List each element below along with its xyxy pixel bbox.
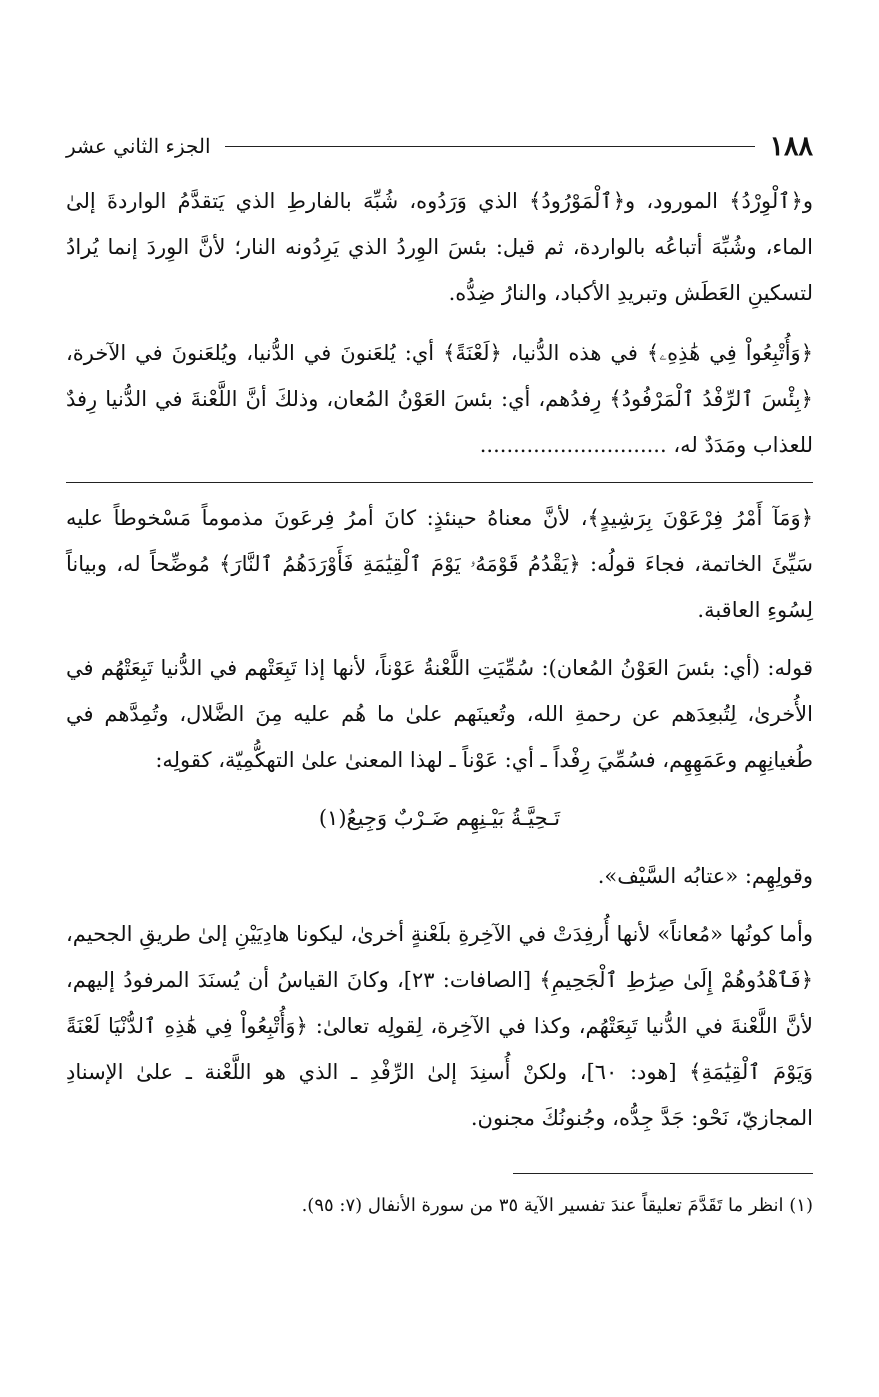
poetry-verse: تَـحِيَّـةُ بَيْـنِهِم ضَـرْبٌ وَجِيعُ(١): [318, 806, 561, 830]
main-paragraph: و﴿ٱلْوِرْدُ﴾ المورود، و﴿ٱلْمَوْرُودُ﴾ الذي وَرَدُوه، شُبِّهَ بالفارطِ الذي يَتقدَّمُ الواردةَ إلىٰ الماء، وشُبِّهَ أتباعُه بالواردة، ثم قيل: بئسَ الوِردُ الذي يَرِدُونه النار؛ لأنَّ الوِردَ إنما يُرادُ لتسكينِ العَطَش وتبريدِ الأكباد، والنارُ ضِدُّه.: [66, 189, 813, 305]
commentary-paragraph: وأما كونُها «مُعاناً» لأنها أُرفِدَتْ في الآخِرةِ بلَعْنةٍ أخرىٰ، ليكونا هادِيَيْنِ إلىٰ طريقِ الجحيم، ﴿فَٱهْدُوهُمْ إِلَىٰ صِرَٰطِ ٱلْجَحِيمِ﴾ [الصافات: ٢٣]، وكانَ القياسُ أن يُسنَدَ المرفودُ إليهم، لأنَّ اللَّعْنةَ في الدُّنيا تَبِعَتْهُم، وكذا في الآخِرة، لِقولِه تعالىٰ: ﴿وَأُتْبِعُواْ فِي هَٰذِهِ ٱلدُّنْيَا لَعْنَةً وَيَوْمَ ٱلْقِيَٰمَةِ﴾ [هود: ٦٠]، ولكنْ أُسنِدَ إلىٰ الرِّفْدِ ـ الذي هو اللَّعْنة ـ علىٰ الإسنادِ المجازيّ، نَحْو: جَدَّ جِدُّه، وجُنونُكَ مجنون.: [66, 922, 813, 1130]
page-header: [66, 122, 813, 170]
commentary-paragraph: قوله: (أي: بئسَ العَوْنُ المُعان): سُمِّيَتِ اللَّعْنةُ عَوْناً، لأنها إذا تَبِعَتْهم في الدُّنيا تَبِعَتْهُم في الأُخرىٰ، لِتُبعِدَهم عن رحمةِ الله، وتُعينَهم علىٰ ما هُم عليه مِنَ الضَّلال، وتُمِدَّهم في طُغيانِهِم وعَمَهِهِم، فسُمِّيَ رِفْداً ـ أي: عَوْناً ـ لهذا المعنىٰ علىٰ التهكُّمِيّة، كقولِه:: [66, 656, 813, 772]
footnote: (١) انظر ما تَقَدَّمَ تعليقاً عندَ تفسير الآية ٣٥ من سورة الأنفال (٧: ٩٥).: [301, 1195, 813, 1216]
book-page: [66, 122, 813, 1222]
commentary: [66, 495, 813, 1141]
header-rule: [225, 146, 756, 147]
section-divider: [66, 482, 813, 483]
part-title: الجزء الثاني عشر: [66, 134, 211, 158]
page-number: ١٨٨: [769, 130, 813, 162]
commentary-paragraph: ﴿وَمَآ أَمْرُ فِرْعَوْنَ بِرَشِيدٍ﴾، لأنَّ معناهُ حينئذٍ: كانَ أمرُ فِرعَونَ مذموماً مَسْخوطاً عليه سَيِّئَ الخاتمة، فجاءَ قولُه: ﴿يَقْدُمُ قَوْمَهُۥ يَوْمَ ٱلْقِيَٰمَةِ فَأَوْرَدَهُمُ ٱلنَّارَ﴾ مُوضِّحاً له، وبياناً لِسُوءِ العاقبة.: [66, 506, 813, 622]
main-text: [66, 178, 813, 468]
footnote-rule: [513, 1173, 813, 1174]
main-paragraph: ﴿وَأُتْبِعُواْ فِي هَٰذِهِۦ﴾ في هذه الدُّنيا، ﴿لَعْنَةً﴾ أي: يُلعَنونَ في الدُّنيا، ويُلعَنونَ في الآخرة، ﴿بِئْسَ ٱلرِّفْدُ ٱلْمَرْفُودُ﴾ رِفدُهم، أي: بئسَ العَوْنُ المُعان، وذلكَ أنَّ اللَّعْنةَ في الدُّنيا رِفدٌ للعذاب ومَدَدٌ له، ............................: [66, 341, 813, 457]
commentary-paragraph: وقولِهِم: «عتابُه السَّيْف».: [597, 864, 813, 888]
